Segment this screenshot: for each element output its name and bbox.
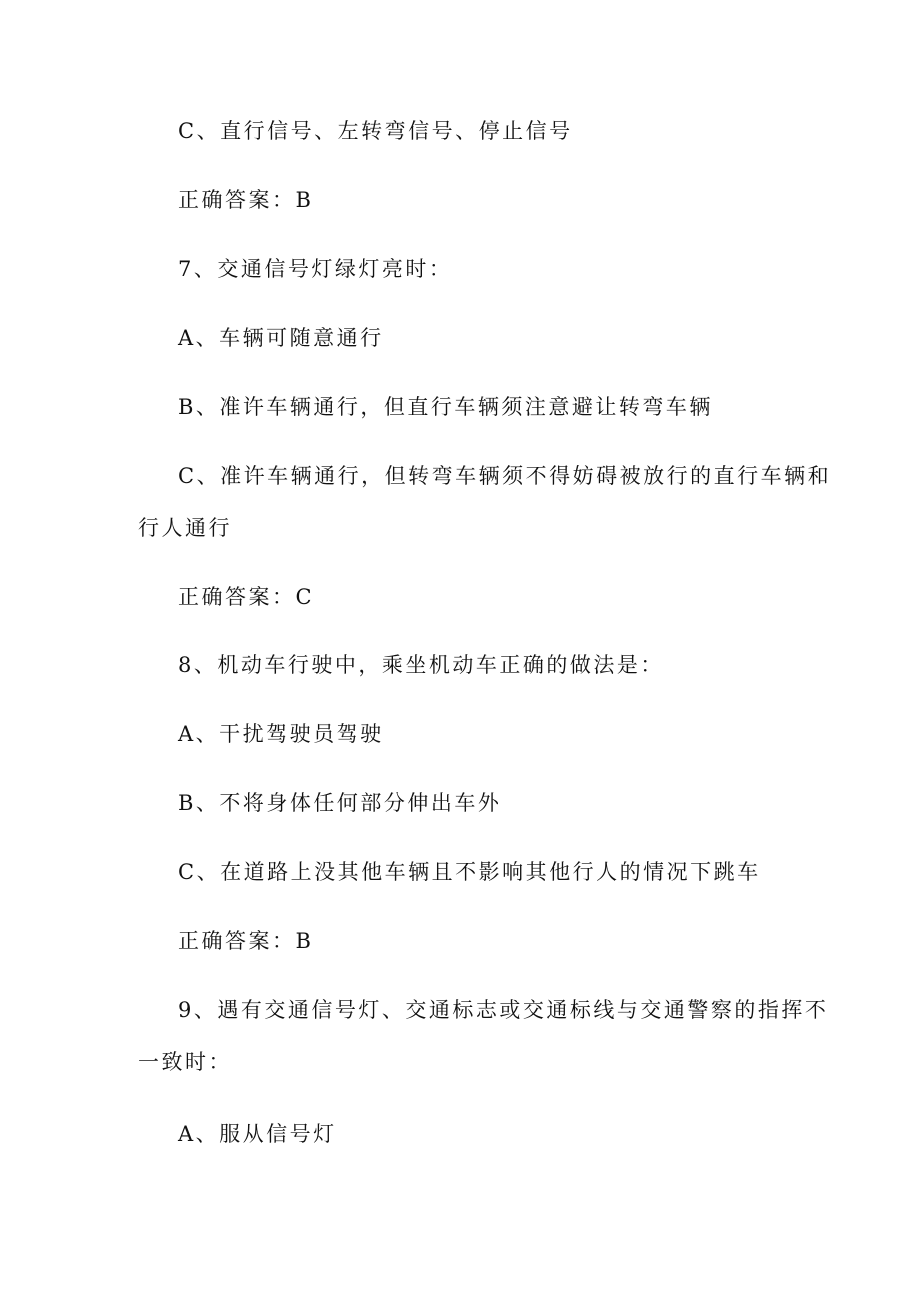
question-6-option-c: C、直行信号、左转弯信号、停止信号 <box>178 119 573 143</box>
question-8-option-b: B、不将身体任何部分伸出车外 <box>178 791 502 815</box>
question-9-option-a: A、服从信号灯 <box>178 1122 337 1146</box>
question-7-option-b: B、准许车辆通行，但直行车辆须注意避让转弯车辆 <box>178 395 713 419</box>
question-7-answer: 正确答案：C <box>178 585 315 609</box>
question-7-option-c-continued: 行人通行 <box>138 516 232 540</box>
question-7-option-a: A、车辆可随意通行 <box>178 326 384 350</box>
question-7-option-c: C、准许车辆通行，但转弯车辆须不得妨碍被放行的直行车辆和 <box>178 464 832 488</box>
question-8-answer: 正确答案：B <box>178 929 314 953</box>
question-6-answer: 正确答案：B <box>178 188 314 212</box>
question-9-title-continued: 一致时： <box>138 1050 232 1074</box>
question-8-option-c: C、在道路上没其他车辆且不影响其他行人的情况下跳车 <box>178 860 761 884</box>
question-8-option-a: A、干扰驾驶员驾驶 <box>178 722 384 746</box>
question-7-title: 7、交通信号灯绿灯亮时： <box>178 257 453 281</box>
question-8-title: 8、机动车行驶中，乘坐机动车正确的做法是： <box>178 653 664 677</box>
question-9-title: 9、遇有交通信号灯、交通标志或交通标线与交通警察的指挥不 <box>178 998 829 1022</box>
